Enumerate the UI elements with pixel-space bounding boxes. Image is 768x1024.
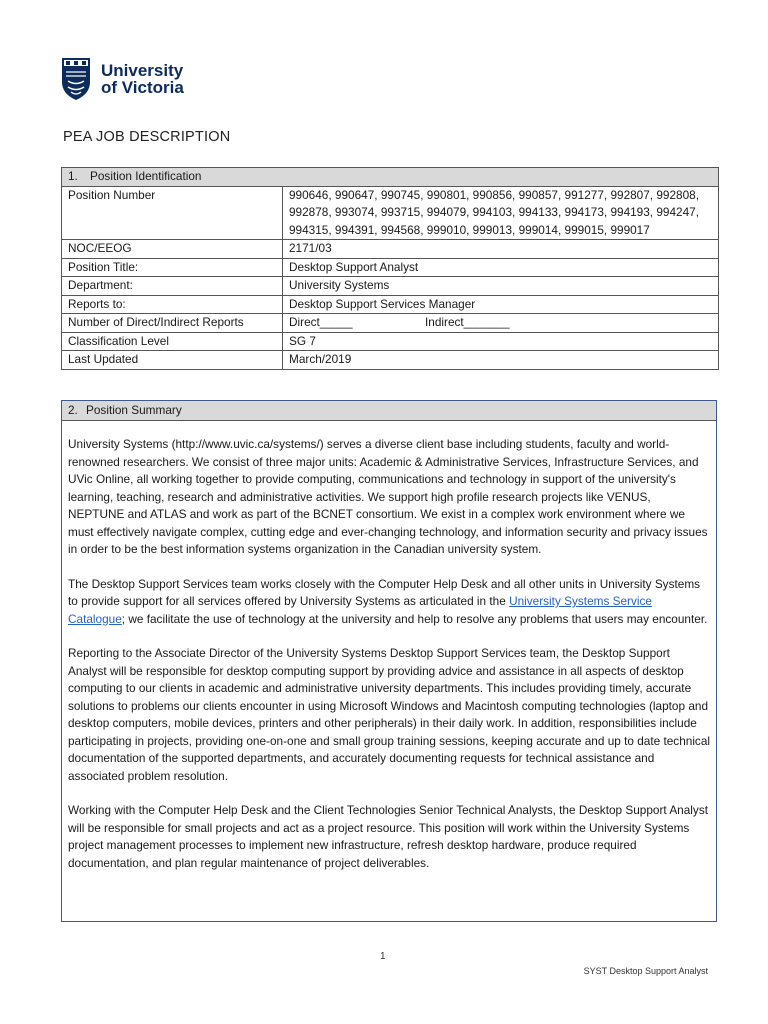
- uvic-crest-icon: [60, 56, 92, 102]
- section-title: Position Summary: [86, 403, 182, 417]
- row-label: Position Title:: [62, 258, 283, 277]
- section-header: [62, 401, 716, 421]
- row-label: Position Number: [62, 186, 283, 240]
- table-row: [62, 258, 719, 277]
- section-header-cell: [62, 168, 719, 187]
- row-label: NOC/EEOG: [62, 240, 283, 259]
- row-label: Classification Level: [62, 332, 283, 351]
- table-row: [62, 277, 719, 296]
- section-title: Position Identification: [90, 169, 202, 183]
- section-number: 1.: [68, 169, 78, 183]
- row-value: Desktop Support Services Manager: [283, 295, 719, 314]
- table-row: [62, 186, 719, 240]
- service-catalogue-link[interactable]: University Systems Service Catalogue: [68, 594, 652, 626]
- row-value: 2171/03: [283, 240, 719, 259]
- table-row: [62, 314, 719, 333]
- logo-wordmark: [101, 62, 184, 96]
- summary-body: [62, 421, 716, 872]
- row-value: [283, 314, 719, 333]
- paragraph-text: The Desktop Support Services team works closely with the Computer Help Desk and all other units in University Systems to provide support for all services offered by University Systems as articulated in the: [68, 576, 701, 608]
- row-label: Reports to:: [62, 295, 283, 314]
- table-row: [62, 351, 719, 370]
- page-number: 1: [380, 951, 386, 962]
- row-label: Last Updated: [62, 351, 283, 370]
- summary-paragraph-4: Working with the Computer Help Desk and the Client Technologies Senior Technical Analysts, the Desktop Support Analyst will be responsible for small projects and act as a project resource. This position will work within the University Systems project management processes to implement new infrastructure, refresh desktop hardware, produce required documentation, and plan regular maintenance of project deliverables.: [68, 803, 709, 870]
- uvic-logo: [60, 55, 184, 103]
- position-identification-table: [61, 167, 719, 370]
- table-row: [62, 295, 719, 314]
- paragraph-text: ; we facilitate the use of technology at the university and help to resolve any problems that users may encounter.: [121, 611, 708, 626]
- row-label: Department:: [62, 277, 283, 296]
- row-value: Desktop Support Analyst: [283, 258, 719, 277]
- direct-reports-field: Direct_____: [289, 315, 353, 329]
- indirect-reports-field: Indirect_______: [425, 315, 510, 329]
- section-header-row: [62, 168, 719, 187]
- section-number: 2.: [68, 403, 78, 417]
- footer-doc-name: SYST Desktop Support Analyst: [583, 966, 708, 976]
- row-value: University Systems: [283, 277, 719, 296]
- logo-line-2: of Victoria: [101, 78, 184, 97]
- summary-paragraph-2: [68, 576, 710, 629]
- logo-line-1: University: [101, 61, 184, 80]
- row-value: 990646, 990647, 990745, 990801, 990856, 990857, 991277, 992807, 992808, 992878, 993074, 993715, 994079, 994103, 994133, 994173, 994193, 994247, 994315, 994391, 994568, 999010, 999013, 999014, 999015, 999017: [283, 186, 719, 240]
- summary-paragraph-1: University Systems (http://www.uvic.ca/systems/) serves a diverse client base including students, faculty and world-renowned researchers. We consist of three major units: Academic & Administrative Services, Infrastructure Services, and UVic Online, all working together to provide computing, communications and technology in support of the university's learning, teaching, research and administrative activities. We support high profile research projects like VENUS, NEPTUNE and ATLAS and work as part of the BCNET consortium. We exist in a complex work environment where we must effectively navigate complex, cutting edge and ever-changing technology, and information security and privacy issues in order to be the best information systems organization in the Canadian university system.: [68, 437, 708, 556]
- row-value: SG 7: [283, 332, 719, 351]
- table-row: [62, 240, 719, 259]
- summary-paragraph-3: Reporting to the Associate Director of the University Systems Desktop Support Services team, the Desktop Support Analyst will be responsible for desktop computing support by providing advice and assistance in all aspects of desktop computing to our clients in academic and administrative university departments. This includes providing timely, accurate solutions to problems our clients encounter in using Microsoft Windows and Macintosh computing technologies (laptop and desktop computers, mobile devices, printers and other peripherals) in their daily work. In addition, responsibilities include participating in projects, providing one-on-one and small group training sessions, keeping accurate and up to date technical documentation of the supported departments, and accurately documenting requests for technical assistance and associated problem resolution.: [68, 646, 711, 783]
- row-value: March/2019: [283, 351, 719, 370]
- document-title: PEA JOB DESCRIPTION: [63, 129, 231, 145]
- row-label: Number of Direct/Indirect Reports: [62, 314, 283, 333]
- position-summary-box: [61, 400, 717, 922]
- table-row: [62, 332, 719, 351]
